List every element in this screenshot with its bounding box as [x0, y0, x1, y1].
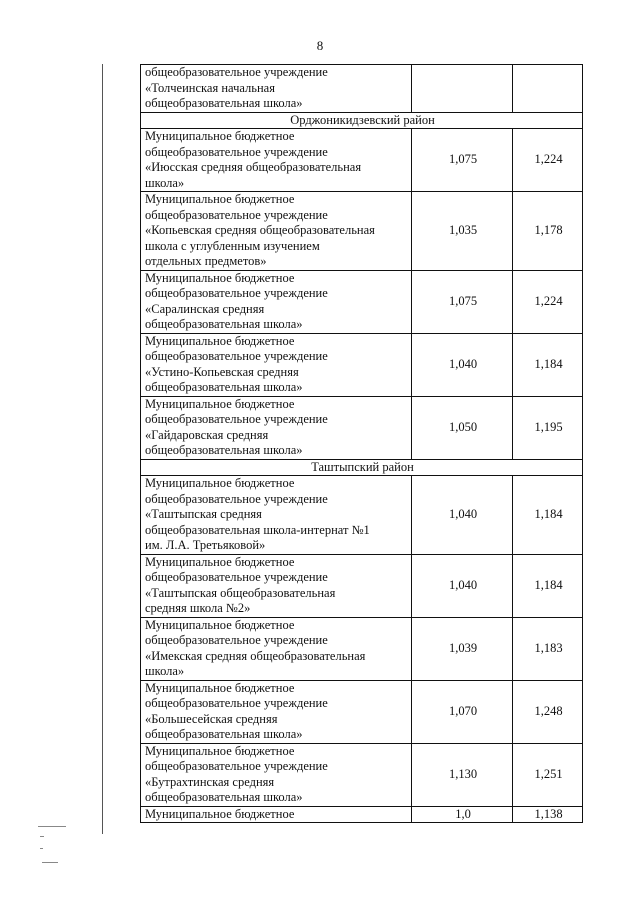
school-name-cell: Муниципальное бюджетное общеобразовательное учреждение «Саралинская средняя общеобразовательная школа» [141, 270, 412, 333]
school-name-cell: Муниципальное бюджетное общеобразовательное учреждение «Большесейская средняя общеобразовательная школа» [141, 680, 412, 743]
table-row [141, 192, 583, 271]
table-row [141, 806, 583, 823]
coefficient-1-cell: 1,075 [412, 270, 513, 333]
coefficient-1-cell: 1,0 [412, 806, 513, 823]
coefficient-2-cell: 1,224 [513, 270, 583, 333]
school-name-cell: Муниципальное бюджетное общеобразовательное учреждение «Гайдаровская средняя общеобразовательная школа» [141, 396, 412, 459]
coefficient-2-cell: 1,184 [513, 554, 583, 617]
table-row [141, 65, 583, 113]
coefficient-1-cell: 1,050 [412, 396, 513, 459]
school-name-cell: Муниципальное бюджетное общеобразовательное учреждение «Устино-Копьевская средняя общеобразовательная школа» [141, 333, 412, 396]
page-number: 8 [316, 38, 324, 53]
left-margin-line [102, 64, 103, 834]
table-row [141, 396, 583, 459]
coefficient-1-cell: 1,130 [412, 743, 513, 806]
coefficient-1-cell: 1,040 [412, 333, 513, 396]
school-name-cell: Муниципальное бюджетное общеобразовательное учреждение «Бутрахтинская средняя общеобразовательная школа» [141, 743, 412, 806]
school-name-cell: общеобразовательное учреждение «Толчеинская начальная общеобразовательная школа» [141, 65, 412, 113]
table-row [141, 743, 583, 806]
scan-specks [38, 826, 78, 876]
table-row [141, 476, 583, 555]
schools-coefficient-table [140, 64, 583, 823]
coefficient-1-cell: 1,040 [412, 476, 513, 555]
school-name-cell: Муниципальное бюджетное [141, 806, 412, 823]
school-name-cell: Муниципальное бюджетное общеобразовательное учреждение «Имекская средняя общеобразовательная школа» [141, 617, 412, 680]
section-row [141, 459, 583, 476]
coefficient-1-cell: 1,070 [412, 680, 513, 743]
coefficient-2-cell: 1,184 [513, 476, 583, 555]
coefficient-2-cell: 1,251 [513, 743, 583, 806]
coefficient-2-cell: 1,195 [513, 396, 583, 459]
coefficient-2-cell: 1,178 [513, 192, 583, 271]
coefficient-2-cell: 1,248 [513, 680, 583, 743]
coefficient-1-cell: 1,075 [412, 129, 513, 192]
section-row [141, 112, 583, 129]
coefficient-1-cell: 1,040 [412, 554, 513, 617]
coefficient-2-cell: 1,224 [513, 129, 583, 192]
school-name-cell: Муниципальное бюджетное общеобразовательное учреждение «Июсская средняя общеобразовательная школа» [141, 129, 412, 192]
school-name-cell: Муниципальное бюджетное общеобразовательное учреждение «Копьевская средняя общеобразовательная школа с углубленным изучением отдельных предметов» [141, 192, 412, 271]
table-row [141, 680, 583, 743]
coefficient-2-cell: 1,183 [513, 617, 583, 680]
table-row [141, 270, 583, 333]
coefficient-2-cell: 1,138 [513, 806, 583, 823]
coefficient-2-cell: 1,184 [513, 333, 583, 396]
school-name-cell: Муниципальное бюджетное общеобразовательное учреждение «Таштыпская средняя общеобразовательная школа-интернат №1 им. Л.А. Третьяковой» [141, 476, 412, 555]
table-row [141, 333, 583, 396]
school-name-cell: Муниципальное бюджетное общеобразовательное учреждение «Таштыпская общеобразовательная средняя школа №2» [141, 554, 412, 617]
section-title: Таштыпский район [141, 459, 583, 476]
coefficient-1-cell: 1,035 [412, 192, 513, 271]
coefficient-2-cell [513, 65, 583, 113]
section-title: Орджоникидзевский район [141, 112, 583, 129]
table-body [141, 65, 583, 823]
coefficient-1-cell: 1,039 [412, 617, 513, 680]
table-row [141, 617, 583, 680]
coefficient-1-cell [412, 65, 513, 113]
table-row [141, 554, 583, 617]
table-row [141, 129, 583, 192]
